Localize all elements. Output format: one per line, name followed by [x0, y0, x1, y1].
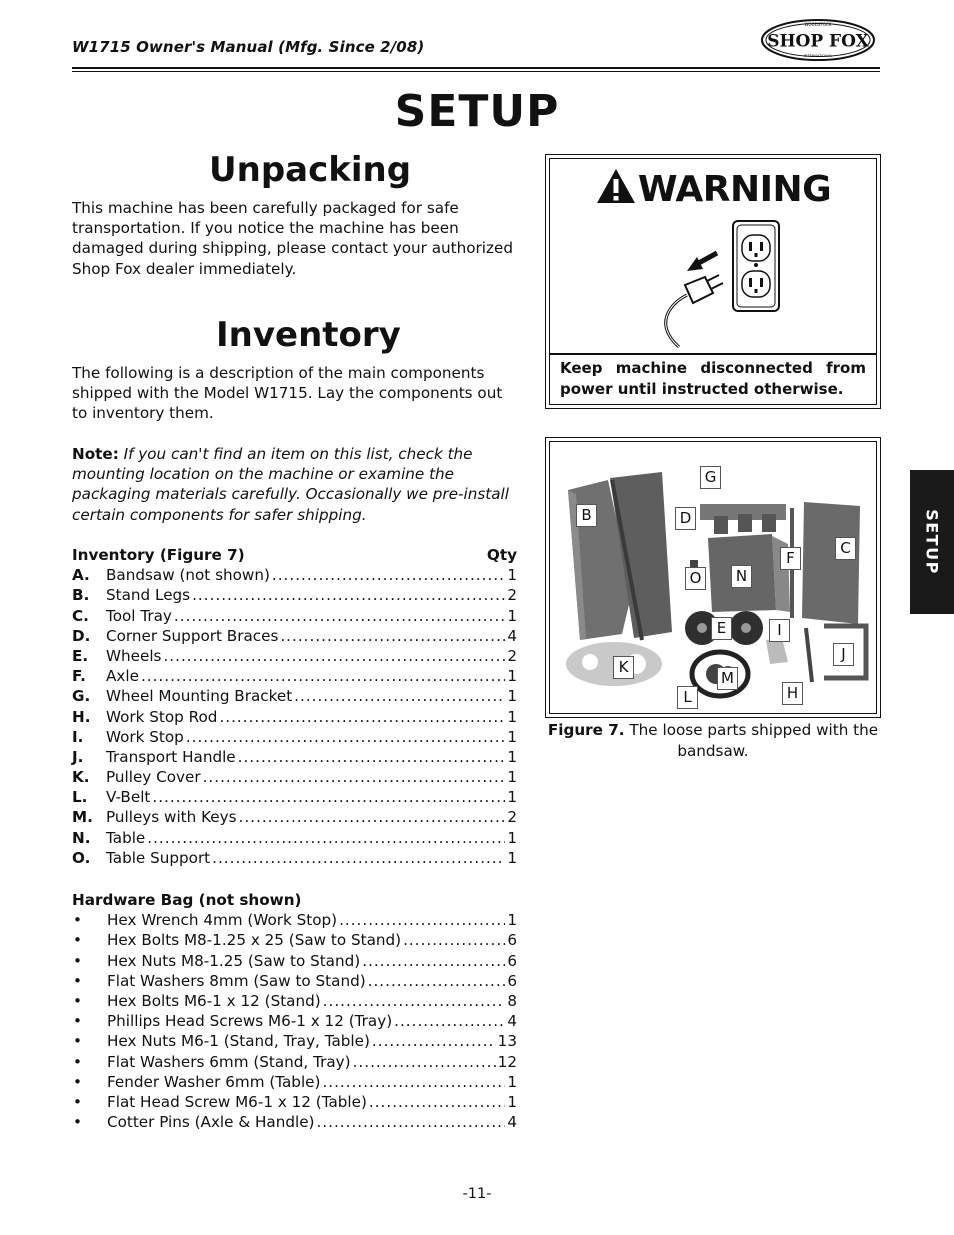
leader-dots: [403, 930, 505, 950]
warning-triangle-icon: [595, 167, 637, 205]
inventory-item-qty: 1: [507, 788, 517, 807]
inventory-item-key: J.: [72, 747, 84, 766]
hardware-list: [72, 890, 517, 1132]
figure-label-k: K: [613, 656, 634, 679]
warning-divider: [550, 353, 876, 355]
inventory-item-description: Pulley Cover: [106, 768, 201, 787]
hardware-item-key: •: [73, 991, 82, 1010]
hardware-item-qty: 4: [507, 1113, 517, 1132]
leader-dots: [203, 767, 506, 787]
hardware-item-key: •: [73, 951, 82, 970]
hardware-item-row: [72, 1112, 517, 1132]
inventory-item-description: Pulleys with Keys: [106, 808, 237, 827]
inventory-item-key: B.: [72, 586, 90, 605]
inventory-list-title: Inventory (Figure 7): [72, 546, 245, 564]
hardware-item-qty: 1: [507, 911, 517, 930]
inventory-item-row: [72, 646, 517, 666]
figure-label-e: E: [711, 617, 732, 640]
hardware-item-key: •: [73, 1072, 82, 1091]
page-title: SETUP: [394, 86, 560, 137]
leader-dots: [272, 565, 505, 585]
inventory-item-row: [72, 828, 517, 848]
figure-label-f: F: [780, 547, 801, 570]
inventory-item-qty: 2: [507, 586, 517, 605]
hardware-item-key: •: [73, 1012, 82, 1031]
inventory-item-key: C.: [72, 606, 89, 625]
hardware-item-row: [72, 1092, 517, 1112]
hardware-item-description: Flat Head Screw M6-1 x 12 (Table): [107, 1092, 367, 1111]
inventory-item-key: D.: [72, 626, 91, 645]
inventory-item-key: L.: [72, 788, 88, 807]
inventory-item-qty: 2: [507, 808, 517, 827]
svg-text:INTERNATIONAL: INTERNATIONAL: [803, 54, 833, 58]
inventory-item-row: [72, 707, 517, 727]
hardware-item-key: •: [73, 1032, 82, 1051]
hardware-item-row: [72, 910, 517, 930]
inventory-item-row: [72, 848, 517, 868]
inventory-item-description: Work Stop: [106, 727, 184, 746]
warning-heading-text: WARNING: [637, 169, 832, 210]
hardware-item-description: Flat Washers 6mm (Stand, Tray): [107, 1052, 351, 1071]
inventory-item-row: [72, 767, 517, 787]
inventory-item-row: [72, 727, 517, 747]
inventory-item-row: [72, 626, 517, 646]
inventory-item-key: I.: [72, 727, 84, 746]
figure-label-j: J: [833, 643, 854, 666]
leader-dots: [147, 828, 505, 848]
leader-dots: [316, 1112, 505, 1132]
inventory-item-row: [72, 606, 517, 626]
leader-dots: [174, 606, 505, 626]
figure-label-n: N: [731, 565, 752, 588]
leader-dots: [322, 1072, 505, 1092]
inventory-item-description: Work Stop Rod: [106, 707, 218, 726]
hardware-item-description: Hex Nuts M8-1.25 (Saw to Stand): [107, 951, 361, 970]
inventory-item-description: Bandsaw (not shown): [106, 566, 270, 585]
hardware-item-row: [72, 1011, 517, 1031]
inventory-item-key: E.: [72, 646, 89, 665]
inventory-item-description: Axle: [106, 667, 139, 686]
figure-7-box: [545, 437, 881, 718]
hardware-list-title: Hardware Bag (not shown): [72, 891, 302, 909]
leader-dots: [238, 747, 506, 767]
inventory-item-row: [72, 585, 517, 605]
figure-caption-label: Figure 7.: [547, 721, 625, 739]
header-rule-thin: [72, 71, 880, 72]
leader-dots: [339, 910, 505, 930]
hardware-item-description: Phillips Head Screws M6-1 x 12 (Tray): [107, 1012, 393, 1031]
figure-label-d: D: [675, 507, 696, 530]
inventory-item-description: Corner Support Braces: [106, 626, 279, 645]
inventory-item-key: H.: [72, 707, 91, 726]
hardware-item-description: Hex Wrench 4mm (Work Stop): [107, 911, 338, 930]
inventory-item-qty: 1: [507, 848, 517, 867]
inventory-item-qty: 2: [507, 646, 517, 665]
leader-dots: [219, 707, 505, 727]
hardware-item-row: [72, 1072, 517, 1092]
inventory-item-qty: 1: [507, 828, 517, 847]
hardware-item-qty: 6: [507, 951, 517, 970]
inventory-list: [72, 545, 517, 868]
leader-dots: [239, 807, 506, 827]
inventory-item-qty: 1: [507, 566, 517, 585]
page-number: -11-: [462, 1186, 492, 1202]
inventory-item-key: G.: [72, 687, 91, 706]
figure-caption-text: The loose parts shipped with the bandsaw.: [624, 721, 879, 760]
leader-dots: [294, 686, 505, 706]
leader-dots: [163, 646, 505, 666]
leader-dots: [368, 971, 506, 991]
figure-label-h: H: [782, 682, 803, 705]
inventory-item-row: [72, 807, 517, 827]
inventory-item-description: Stand Legs: [106, 586, 191, 605]
qty-header: Qty: [486, 546, 517, 564]
hardware-item-description: Hex Bolts M8-1.25 x 25 (Saw to Stand): [107, 931, 402, 950]
hardware-item-qty: 1: [507, 1072, 517, 1091]
figure-label-g: G: [700, 466, 721, 489]
inventory-item-key: N.: [72, 828, 91, 847]
warning-box: [545, 154, 881, 409]
leader-dots: [353, 1052, 496, 1072]
side-tab-label: SETUP: [922, 509, 942, 575]
manual-title: W1715 Owner's Manual (Mfg. Since 2/08): [72, 38, 425, 56]
figure-7-caption: [545, 720, 881, 762]
inventory-item-key: F.: [72, 667, 86, 686]
inventory-item-row: [72, 666, 517, 686]
inventory-item-qty: 1: [507, 747, 517, 766]
inventory-item-key: M.: [72, 808, 93, 827]
inventory-item-qty: 1: [507, 667, 517, 686]
leader-dots: [186, 727, 506, 747]
hardware-item-row: [72, 951, 517, 971]
hardware-item-description: Flat Washers 8mm (Saw to Stand): [107, 971, 366, 990]
hardware-item-description: Hex Bolts M6-1 x 12 (Stand): [107, 991, 321, 1010]
hardware-item-row: [72, 930, 517, 950]
hardware-item-description: Cotter Pins (Axle & Handle): [107, 1113, 315, 1132]
inventory-note: [72, 444, 517, 525]
hardware-item-qty: 1: [507, 1092, 517, 1111]
inventory-intro: The following is a description of the main components shipped with the Model W1715. Lay the components out to inventory them.: [72, 364, 503, 423]
hardware-item-qty: 6: [507, 971, 517, 990]
figure-label-m: M: [717, 667, 738, 690]
figure-label-b: B: [576, 504, 597, 527]
hardware-item-qty: 8: [507, 991, 517, 1010]
hardware-item-row: [72, 1031, 517, 1051]
leader-dots: [141, 666, 505, 686]
svg-text:WOODSTOCK: WOODSTOCK: [804, 22, 832, 27]
inventory-item-row: [72, 747, 517, 767]
note-text: If you can't find an item on this list, check the mounting location on the machine or examine the packaging materials carefully. Occasionally we pre-install certain components for safer shipping.: [72, 445, 509, 524]
hardware-item-qty: 4: [507, 1012, 517, 1031]
leader-dots: [152, 787, 505, 807]
figure-7-image: [549, 441, 877, 714]
inventory-item-row: [72, 787, 517, 807]
inventory-item-description: Wheel Mounting Bracket: [106, 687, 293, 706]
inventory-heading: Inventory: [216, 315, 401, 355]
unplug-illustration-icon: [645, 219, 785, 349]
inventory-item-qty: 1: [507, 687, 517, 706]
inventory-list-header: [72, 545, 517, 565]
leader-dots: [372, 1031, 496, 1051]
leader-dots: [323, 991, 506, 1011]
unpacking-heading: Unpacking: [209, 150, 412, 190]
inventory-item-qty: 1: [507, 727, 517, 746]
unpacking-text: This machine has been carefully packaged for safe transportation. If you notice the machine has been damaged during shipping, please contact your authorized Shop Fox dealer immediately.: [72, 199, 513, 278]
leader-dots: [192, 585, 505, 605]
section-side-tab: [910, 470, 954, 614]
hardware-item-key: •: [73, 971, 82, 990]
leader-dots: [362, 951, 505, 971]
inventory-item-key: O.: [72, 848, 91, 867]
inventory-item-description: Wheels: [106, 646, 162, 665]
leader-dots: [394, 1011, 505, 1031]
warning-heading: [550, 167, 876, 215]
shop-fox-logo: [760, 18, 876, 62]
inventory-item-description: Table Support: [106, 848, 211, 867]
hardware-item-key: •: [73, 1052, 82, 1071]
inventory-item-description: V-Belt: [106, 788, 151, 807]
figure-label-c: C: [835, 537, 856, 560]
hardware-item-qty: 13: [497, 1032, 517, 1051]
hardware-item-description: Fender Washer 6mm (Table): [107, 1072, 321, 1091]
inventory-item-row: [72, 686, 517, 706]
header-rule-thick: [72, 67, 880, 69]
warning-text: Keep machine disconnected from power until instructed otherwise.: [560, 359, 866, 398]
inventory-item-description: Table: [106, 828, 146, 847]
inventory-item-row: [72, 565, 517, 585]
inventory-item-qty: 1: [507, 606, 517, 625]
inventory-item-key: K.: [72, 768, 90, 787]
leader-dots: [280, 626, 505, 646]
inventory-item-description: Tool Tray: [106, 606, 172, 625]
hardware-item-row: [72, 1052, 517, 1072]
hardware-item-row: [72, 971, 517, 991]
figure-label-l: L: [677, 686, 698, 709]
hardware-item-key: •: [73, 931, 82, 950]
figure-label-i: I: [769, 619, 790, 642]
note-label: Note:: [72, 445, 119, 463]
hardware-list-header: [72, 890, 517, 910]
inventory-item-qty: 4: [507, 626, 517, 645]
hardware-item-key: •: [73, 1092, 82, 1111]
inventory-item-description: Transport Handle: [106, 747, 236, 766]
hardware-item-row: [72, 991, 517, 1011]
leader-dots: [369, 1092, 505, 1112]
inventory-item-key: A.: [72, 566, 90, 585]
inventory-item-qty: 1: [507, 707, 517, 726]
hardware-item-description: Hex Nuts M6-1 (Stand, Tray, Table): [107, 1032, 370, 1051]
leader-dots: [212, 848, 505, 868]
inventory-item-qty: 1: [507, 768, 517, 787]
hardware-item-key: •: [73, 911, 82, 930]
figure-label-o: O: [685, 567, 706, 590]
svg-text:SHOP FOX: SHOP FOX: [767, 31, 869, 52]
hardware-item-qty: 12: [497, 1052, 517, 1071]
hardware-item-qty: 6: [507, 931, 517, 950]
hardware-item-key: •: [73, 1113, 82, 1132]
